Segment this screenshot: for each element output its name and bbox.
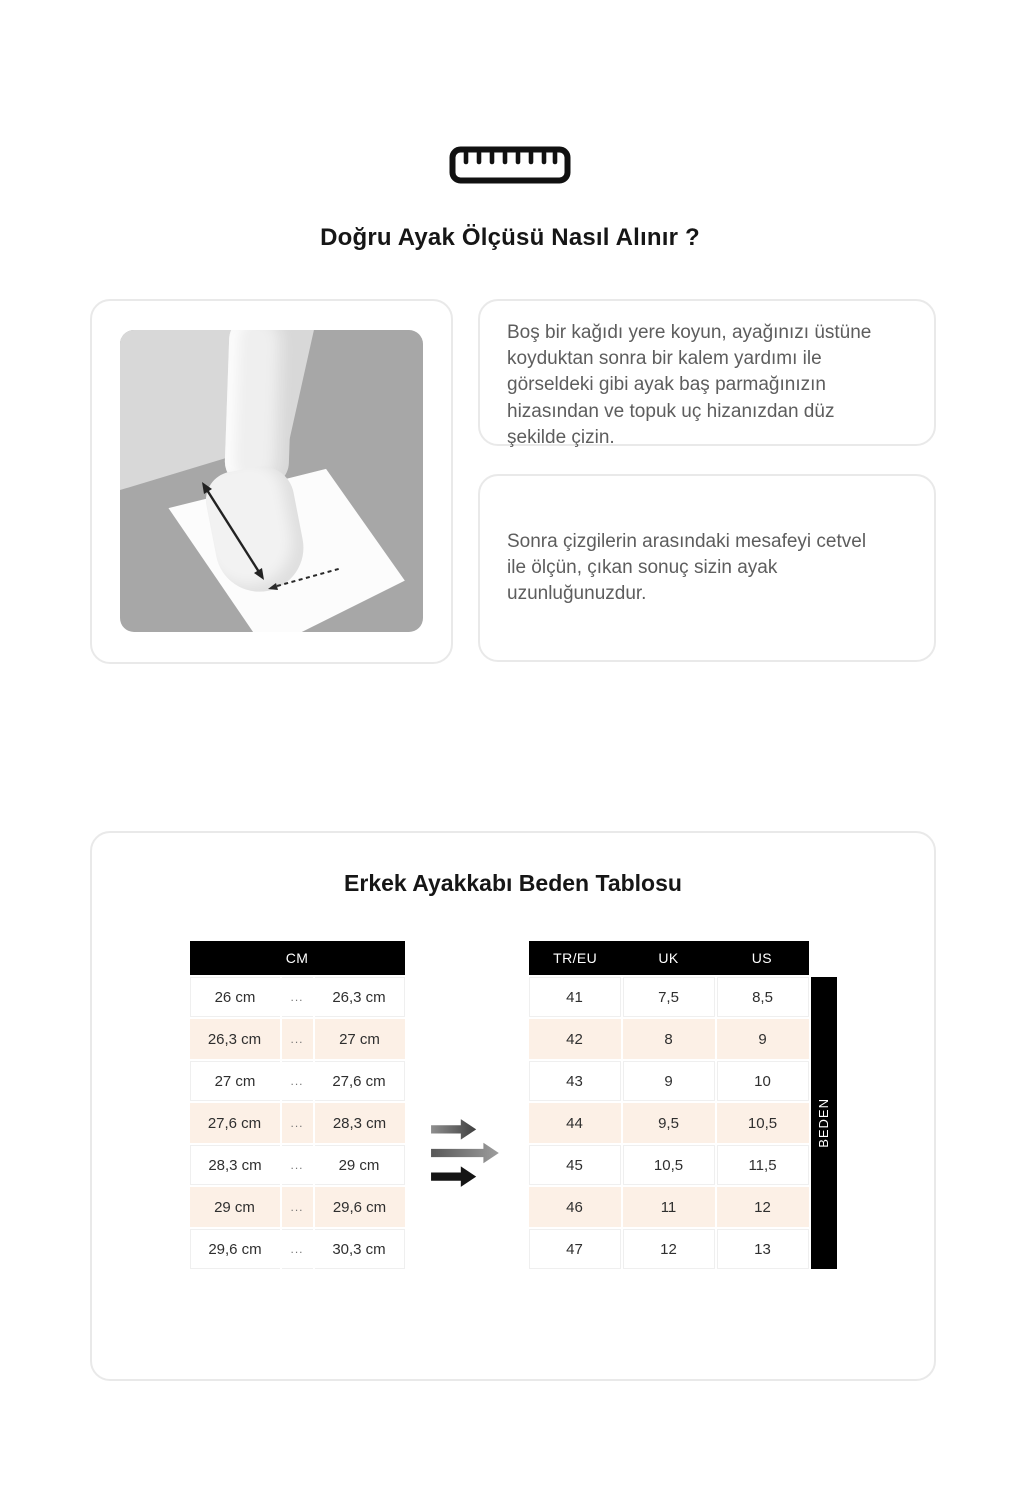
cm-separator: ... bbox=[282, 1229, 313, 1269]
cm-from-cell: 29 cm bbox=[190, 1187, 280, 1227]
us-cell: 9 bbox=[717, 1019, 809, 1059]
treu-cell: 42 bbox=[529, 1019, 621, 1059]
cm-separator: ... bbox=[282, 1187, 313, 1227]
treu-cell: 43 bbox=[529, 1061, 621, 1101]
cm-to-cell: 26,3 cm bbox=[315, 977, 405, 1017]
treu-cell: 41 bbox=[529, 977, 621, 1017]
eu-size-table bbox=[529, 941, 809, 1269]
table-row bbox=[529, 1145, 809, 1185]
measure-arrow-overlay bbox=[120, 330, 423, 632]
cm-to-cell: 27 cm bbox=[315, 1019, 405, 1059]
uk-cell: 11 bbox=[623, 1187, 715, 1227]
cm-from-cell: 26 cm bbox=[190, 977, 280, 1017]
cm-from-cell: 26,3 cm bbox=[190, 1019, 280, 1059]
table-row bbox=[529, 1187, 809, 1227]
treu-cell: 46 bbox=[529, 1187, 621, 1227]
table-row bbox=[190, 1145, 405, 1185]
uk-cell: 8 bbox=[623, 1019, 715, 1059]
table-row bbox=[529, 1229, 809, 1269]
cm-to-cell: 27,6 cm bbox=[315, 1061, 405, 1101]
cm-to-cell: 28,3 cm bbox=[315, 1103, 405, 1143]
foot-measure-photo bbox=[120, 330, 423, 632]
uk-cell: 12 bbox=[623, 1229, 715, 1269]
table-row bbox=[190, 977, 405, 1017]
instruction-row bbox=[90, 299, 936, 664]
table-row bbox=[190, 1103, 405, 1143]
table-row bbox=[190, 1187, 405, 1227]
treu-cell: 44 bbox=[529, 1103, 621, 1143]
cm-from-cell: 29,6 cm bbox=[190, 1229, 280, 1269]
us-cell: 8,5 bbox=[717, 977, 809, 1017]
treu-cell: 47 bbox=[529, 1229, 621, 1269]
instruction-step1-text: Boş bir kağıdı yere koyun, ayağınızı üstüne koyduktan sonra bir kalem yardımı ile görseldeki gibi ayak baş parmağınızın hizasından ve topuk uç hizanızdan düz şekilde çizin. bbox=[507, 322, 872, 448]
instruction-column bbox=[478, 299, 936, 664]
table-row bbox=[190, 1229, 405, 1269]
beden-side-bar bbox=[811, 977, 837, 1269]
measure-photo-card bbox=[90, 299, 453, 664]
cm-separator: ... bbox=[282, 1019, 313, 1059]
us-column-header: US bbox=[751, 950, 772, 966]
cm-separator: ... bbox=[282, 1145, 313, 1185]
table-row bbox=[190, 1019, 405, 1059]
cm-table bbox=[190, 941, 405, 1269]
table-row bbox=[190, 1061, 405, 1101]
size-table-header bbox=[529, 941, 809, 975]
instruction-card-2 bbox=[478, 474, 936, 662]
cm-table-header bbox=[190, 941, 405, 975]
table-row bbox=[529, 977, 809, 1017]
beden-label: BEDEN bbox=[816, 1098, 831, 1148]
page-title: Doğru Ayak Ölçüsü Nasıl Alınır ? bbox=[320, 224, 700, 251]
treu-column-header: TR/EU bbox=[553, 950, 598, 966]
size-section-title: Erkek Ayakkabı Beden Tablosu bbox=[344, 870, 682, 896]
uk-cell: 10,5 bbox=[623, 1145, 715, 1185]
table-row bbox=[529, 1103, 809, 1143]
uk-column-header: UK bbox=[658, 950, 679, 966]
uk-cell: 9,5 bbox=[623, 1103, 715, 1143]
cm-to-cell: 29 cm bbox=[315, 1145, 405, 1185]
cm-from-cell: 27 cm bbox=[190, 1061, 280, 1101]
instruction-step2-text: Sonra çizgilerin arasındaki mesafeyi cetvel ile ölçün, çıkan sonuç sizin ayak uzunluğunuzdur. bbox=[507, 530, 867, 605]
table-row bbox=[529, 1019, 809, 1059]
treu-cell: 45 bbox=[529, 1145, 621, 1185]
cm-separator: ... bbox=[282, 1061, 313, 1101]
size-tables-row bbox=[92, 941, 934, 1269]
transfer-arrows-icon bbox=[429, 1117, 507, 1189]
cm-header-label: CM bbox=[285, 950, 309, 966]
size-table-card bbox=[90, 831, 936, 1381]
us-cell: 10 bbox=[717, 1061, 809, 1101]
instruction-card-1 bbox=[478, 299, 936, 446]
cm-separator: ... bbox=[282, 1103, 313, 1143]
us-cell: 10,5 bbox=[717, 1103, 809, 1143]
cm-from-cell: 28,3 cm bbox=[190, 1145, 280, 1185]
cm-from-cell: 27,6 cm bbox=[190, 1103, 280, 1143]
us-cell: 13 bbox=[717, 1229, 809, 1269]
header-icon-row bbox=[0, 146, 1020, 184]
uk-cell: 9 bbox=[623, 1061, 715, 1101]
cm-to-cell: 30,3 cm bbox=[315, 1229, 405, 1269]
ruler-icon bbox=[449, 146, 571, 184]
cm-to-cell: 29,6 cm bbox=[315, 1187, 405, 1227]
uk-cell: 7,5 bbox=[623, 977, 715, 1017]
us-cell: 11,5 bbox=[717, 1145, 809, 1185]
us-cell: 12 bbox=[717, 1187, 809, 1227]
cm-separator: ... bbox=[282, 977, 313, 1017]
table-row bbox=[529, 1061, 809, 1101]
